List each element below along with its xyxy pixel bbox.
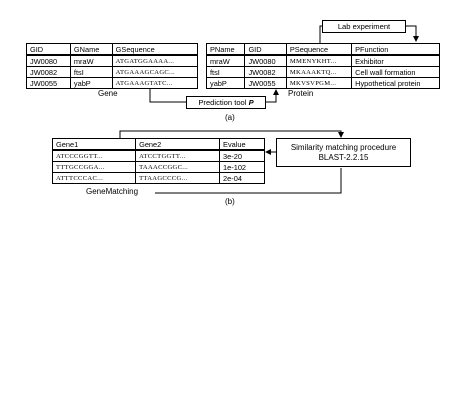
gene-cell: ftsI: [70, 67, 112, 78]
matching-header-gene2: Gene2: [136, 139, 220, 151]
lab-experiment-label: Lab experiment: [337, 22, 391, 31]
gene-cell: ATGATGGAAAA...: [112, 55, 197, 67]
matching-cell: 1e-102: [220, 162, 265, 173]
similarity-line2: BLAST-2.2.15: [318, 153, 369, 162]
protein-cell: MMENYKHT...: [286, 55, 351, 67]
protein-header-pname: PName: [207, 44, 245, 56]
prediction-tool-label: Prediction tool: [198, 98, 249, 107]
table-row: [53, 173, 265, 184]
matching-cell: 3e-20: [220, 150, 265, 162]
protein-cell: Cell wall formation: [352, 67, 440, 78]
protein-header-psequence: PSequence: [286, 44, 351, 56]
panel-b-label: (b): [225, 197, 235, 206]
gene-cell: yabP: [70, 78, 112, 89]
protein-cell: MKVSVPGM...: [286, 78, 351, 89]
matching-cell: 2e-04: [220, 173, 265, 184]
gene-caption: Gene: [98, 89, 118, 98]
protein-cell: JW0080: [245, 55, 286, 67]
protein-header-pfunction: PFunction: [352, 44, 440, 56]
protein-cell: ftsI: [207, 67, 245, 78]
table-row: [27, 55, 198, 67]
similarity-arrow-in: [120, 131, 341, 138]
protein-cell: JW0082: [245, 67, 286, 78]
gene-table: [26, 43, 198, 89]
protein-cell: Exhibitor: [352, 55, 440, 67]
table-row: [207, 78, 440, 89]
protein-header-gid: GID: [245, 44, 286, 56]
table-row: [27, 78, 198, 89]
gene-matching-caption: GeneMatching: [86, 187, 139, 196]
gene-cell: JW0082: [27, 67, 71, 78]
protein-cell: mraW: [207, 55, 245, 67]
protein-table: [206, 43, 440, 89]
matching-cell: ATTTCCCAC...: [53, 173, 136, 184]
matching-cell: TTAAGCCCG...: [136, 173, 220, 184]
gene-header-gsequence: GSequence: [112, 44, 197, 56]
matching-header-evalue: Evalue: [220, 139, 265, 151]
protein-cell: yabP: [207, 78, 245, 89]
matching-cell: ATCCCGGTT...: [53, 150, 136, 162]
table-row: [27, 67, 198, 78]
table-row: [53, 162, 265, 173]
matching-header-gene1: Gene1: [53, 139, 136, 151]
gene-header-gname: GName: [70, 44, 112, 56]
protein-caption: Protein: [288, 89, 314, 98]
similarity-line1: Similarity matching procedure: [290, 143, 397, 152]
table-row: [207, 55, 440, 67]
prediction-tool-symbol: P: [248, 98, 254, 107]
matching-cell: TTTGCCGGA...: [53, 162, 136, 173]
gene-cell: ATGAAAGCAGC...: [112, 67, 197, 78]
gene-cell: mraW: [70, 55, 112, 67]
prediction-arrow-in: [150, 88, 186, 102]
similarity-matching-box: [276, 138, 411, 167]
lab-experiment-box: [322, 20, 406, 33]
gene-cell: ATGAAAGTATC...: [112, 78, 197, 89]
table-row: [207, 67, 440, 78]
protein-cell: MKAAAKTQ...: [286, 67, 351, 78]
gene-cell: JW0055: [27, 78, 71, 89]
prediction-tool-box: [186, 96, 266, 109]
matching-cell: TAAACCGGC...: [136, 162, 220, 173]
protein-cell: Hypothetical protein: [352, 78, 440, 89]
gene-matching-table: [52, 138, 265, 184]
gene-header-gid: GID: [27, 44, 71, 56]
protein-cell: JW0055: [245, 78, 286, 89]
panel-a-label: (a): [225, 113, 235, 122]
table-row: [53, 150, 265, 162]
matching-cell: ATCCTGGTT...: [136, 150, 220, 162]
gene-cell: JW0080: [27, 55, 71, 67]
